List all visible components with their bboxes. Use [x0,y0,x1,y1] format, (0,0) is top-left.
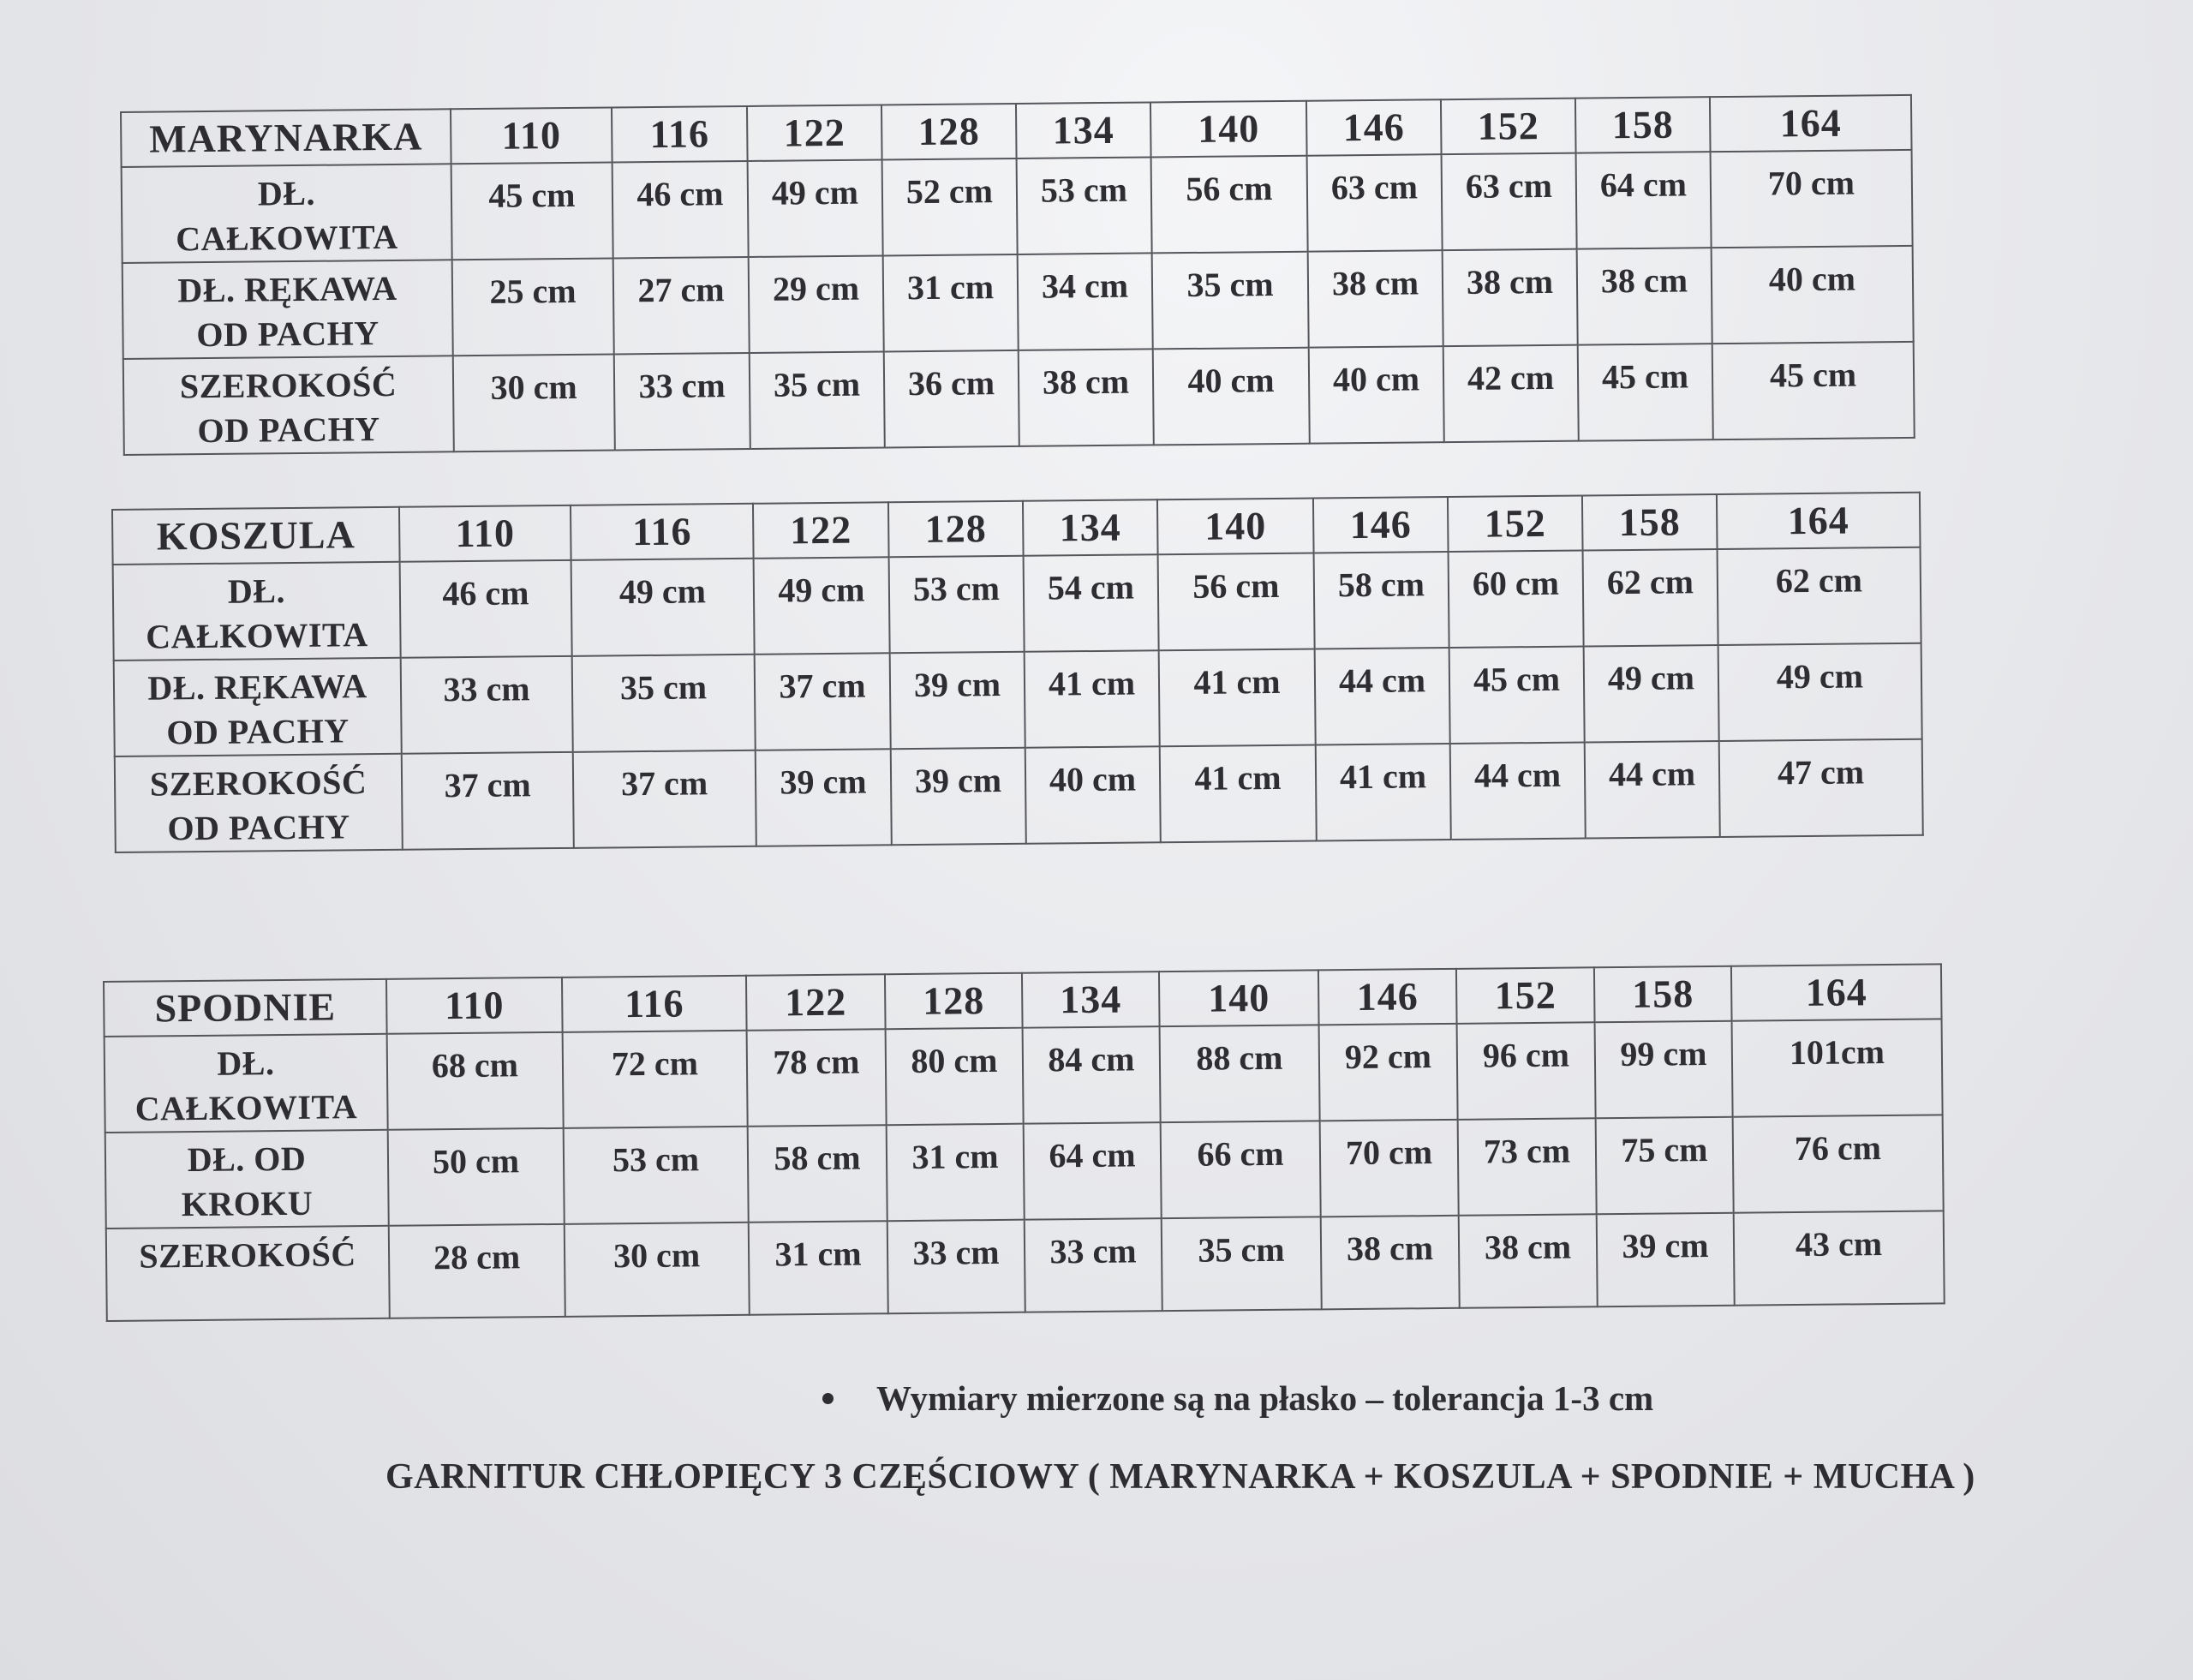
measure-cell: 28 cm [389,1224,565,1318]
measure-cell: 38 cm [1308,250,1443,348]
size-header: 116 [562,976,747,1032]
size-header: 128 [888,501,1024,558]
measure-cell: 41 cm [1316,744,1451,841]
measure-cell: 60 cm [1449,551,1584,649]
measure-cell: 73 cm [1458,1118,1597,1216]
size-header: 122 [747,105,882,161]
table-row [122,246,1914,359]
table-row [123,342,1915,455]
measure-cell: 75 cm [1596,1117,1734,1215]
row-label: SZEROKOŚĆ OD PACHY [123,356,454,455]
measure-cell: 45 cm [1449,647,1585,744]
size-header: 158 [1582,494,1718,551]
measure-cell: 41 cm [1159,649,1316,747]
measure-cell: 31 cm [883,254,1019,352]
measure-cell: 35 cm [1152,252,1309,350]
measure-cell: 37 cm [402,752,574,850]
size-header: 146 [1318,969,1457,1025]
measure-cell: 38 cm [1459,1214,1598,1308]
row-label: DŁ. RĘKAWA OD PACHY [114,658,402,756]
measure-cell: 40 cm [1309,346,1444,444]
note-text: Wymiary mierzone są na płasko – tolerancja 1-3 cm [876,1378,1654,1418]
measure-cell: 45 cm [1578,344,1713,441]
table-row [122,150,1913,263]
measure-cell: 29 cm [749,255,884,353]
measure-cell: 42 cm [1443,345,1579,443]
measure-cell: 39 cm [891,748,1026,846]
measure-cell: 44 cm [1450,743,1586,840]
measure-cell: 62 cm [1718,547,1921,645]
measure-cell: 35 cm [750,351,885,449]
measure-cell: 38 cm [1443,249,1578,347]
measure-cell: 101cm [1732,1019,1943,1116]
measure-cell: 41 cm [1025,650,1160,748]
measure-cell: 78 cm [747,1029,887,1127]
row-label: SZEROKOŚĆ OD PACHY [115,754,403,852]
measure-cell: 33 cm [887,1220,1025,1314]
table-name: MARYNARKA [121,109,451,167]
measure-cell: 35 cm [1162,1217,1322,1311]
measure-cell: 46 cm [400,560,572,658]
measure-cell: 33 cm [401,656,573,754]
measure-cell: 88 cm [1160,1025,1320,1122]
measure-cell: 53 cm [564,1127,749,1224]
size-header: 110 [386,978,563,1034]
size-header: 140 [1150,101,1307,158]
measure-cell: 50 cm [388,1128,565,1226]
measure-cell: 39 cm [1597,1213,1735,1307]
measure-cell: 36 cm [884,350,1019,448]
measure-cell: 45 cm [451,162,613,260]
measurement-note [822,1378,1653,1419]
size-header: 146 [1313,497,1449,553]
size-header: 128 [881,104,1017,160]
table-row [114,643,1922,756]
measure-cell: 27 cm [613,257,750,355]
size-header: 164 [1710,95,1912,152]
measure-cell: 25 cm [452,258,614,356]
size-header: 158 [1594,966,1732,1023]
size-header: 140 [1157,499,1314,555]
measure-cell: 37 cm [573,750,756,848]
measure-cell: 84 cm [1023,1026,1161,1124]
size-table-koszula [111,492,1924,853]
measure-cell: 52 cm [882,158,1018,256]
measure-cell: 40 cm [1712,246,1914,344]
measure-cell: 96 cm [1457,1022,1596,1120]
table-row [106,1211,1945,1321]
row-label: DŁ. CAŁKOWITA [122,164,452,263]
measure-cell: 30 cm [565,1223,750,1317]
size-header: 152 [1448,496,1583,553]
size-header: 140 [1159,970,1319,1026]
size-header: 116 [612,106,748,163]
table-row [105,1115,1944,1229]
row-label: SZEROKOŚĆ [106,1226,390,1321]
table-name: SPODNIE [104,979,387,1037]
measure-cell: 56 cm [1158,553,1315,651]
size-header: 134 [1016,102,1151,158]
measure-cell: 70 cm [1711,150,1913,248]
measure-cell: 66 cm [1161,1121,1321,1218]
measure-cell: 76 cm [1733,1115,1944,1212]
size-header: 152 [1456,967,1595,1024]
measure-cell: 30 cm [453,354,615,451]
measure-cell: 41 cm [1160,745,1317,843]
size-header: 134 [1023,499,1158,556]
measure-cell: 35 cm [572,655,756,752]
measure-cell: 72 cm [563,1031,748,1128]
measure-cell: 54 cm [1024,554,1159,652]
measure-cell: 49 cm [748,159,883,257]
measure-cell: 99 cm [1595,1021,1733,1119]
size-header: 134 [1022,972,1160,1028]
size-header: 158 [1575,97,1711,153]
measure-cell: 62 cm [1583,549,1718,647]
row-label: DŁ. CAŁKOWITA [113,562,401,661]
measure-cell: 47 cm [1719,739,1923,837]
measure-cell: 37 cm [755,653,891,750]
measure-cell: 33 cm [1025,1218,1162,1312]
size-header: 164 [1717,493,1921,549]
table-row [105,1019,1943,1133]
measure-cell: 45 cm [1712,342,1915,439]
row-label: DŁ. OD KROKU [105,1130,389,1229]
measure-cell: 64 cm [1576,152,1712,249]
measure-cell: 53 cm [1017,157,1152,254]
size-header: 110 [399,505,571,562]
measure-cell: 80 cm [886,1028,1024,1126]
measure-cell: 39 cm [890,652,1025,750]
measure-cell: 92 cm [1319,1024,1458,1121]
measure-cell: 64 cm [1024,1122,1162,1220]
measure-cell: 31 cm [887,1124,1025,1222]
measure-cell: 63 cm [1442,153,1577,251]
bullet-icon [822,1393,834,1404]
measure-cell: 63 cm [1307,154,1443,252]
measure-cell: 34 cm [1018,253,1153,350]
row-label: DŁ. CAŁKOWITA [105,1034,388,1133]
measure-cell: 68 cm [387,1032,564,1130]
row-label: DŁ. RĘKAWA OD PACHY [122,260,453,359]
measure-cell: 58 cm [1314,552,1449,649]
measure-cell: 44 cm [1315,648,1450,745]
size-table-marynarka [120,94,1915,456]
measure-cell: 40 cm [1025,746,1161,844]
table-name: KOSZULA [112,507,400,565]
size-header: 122 [746,974,886,1031]
measure-cell: 49 cm [1584,645,1719,743]
measure-cell: 39 cm [756,749,892,846]
measure-cell: 38 cm [1577,248,1712,345]
size-header: 116 [571,504,754,560]
size-header: 146 [1306,99,1442,156]
measure-cell: 46 cm [612,161,749,259]
measure-cell: 49 cm [571,559,755,656]
measure-cell: 49 cm [1718,643,1922,741]
measure-cell: 38 cm [1019,349,1154,446]
measure-cell: 56 cm [1151,156,1308,254]
measure-cell: 58 cm [748,1125,887,1223]
measure-cell: 49 cm [754,557,890,655]
size-header: 110 [451,107,612,164]
table-row [113,547,1921,661]
measure-cell: 38 cm [1321,1216,1460,1310]
size-table-spodnie [103,963,1945,1322]
size-header: 152 [1441,99,1576,155]
measure-cell: 33 cm [614,353,750,451]
measure-cell: 43 cm [1734,1211,1945,1305]
table-row [115,739,1923,852]
measure-cell: 70 cm [1320,1120,1459,1217]
size-header: 164 [1731,964,1942,1020]
measure-cell: 31 cm [749,1221,888,1315]
measure-cell: 53 cm [889,556,1025,654]
measure-cell: 44 cm [1585,741,1720,839]
measure-cell: 40 cm [1153,348,1310,445]
size-header: 128 [885,973,1023,1030]
product-title: GARNITUR CHŁOPIĘCY 3 CZĘŚCIOWY ( MARYNARKA + KOSZULA + SPODNIE + MUCHA ) [385,1457,1975,1497]
size-header: 122 [753,502,889,559]
